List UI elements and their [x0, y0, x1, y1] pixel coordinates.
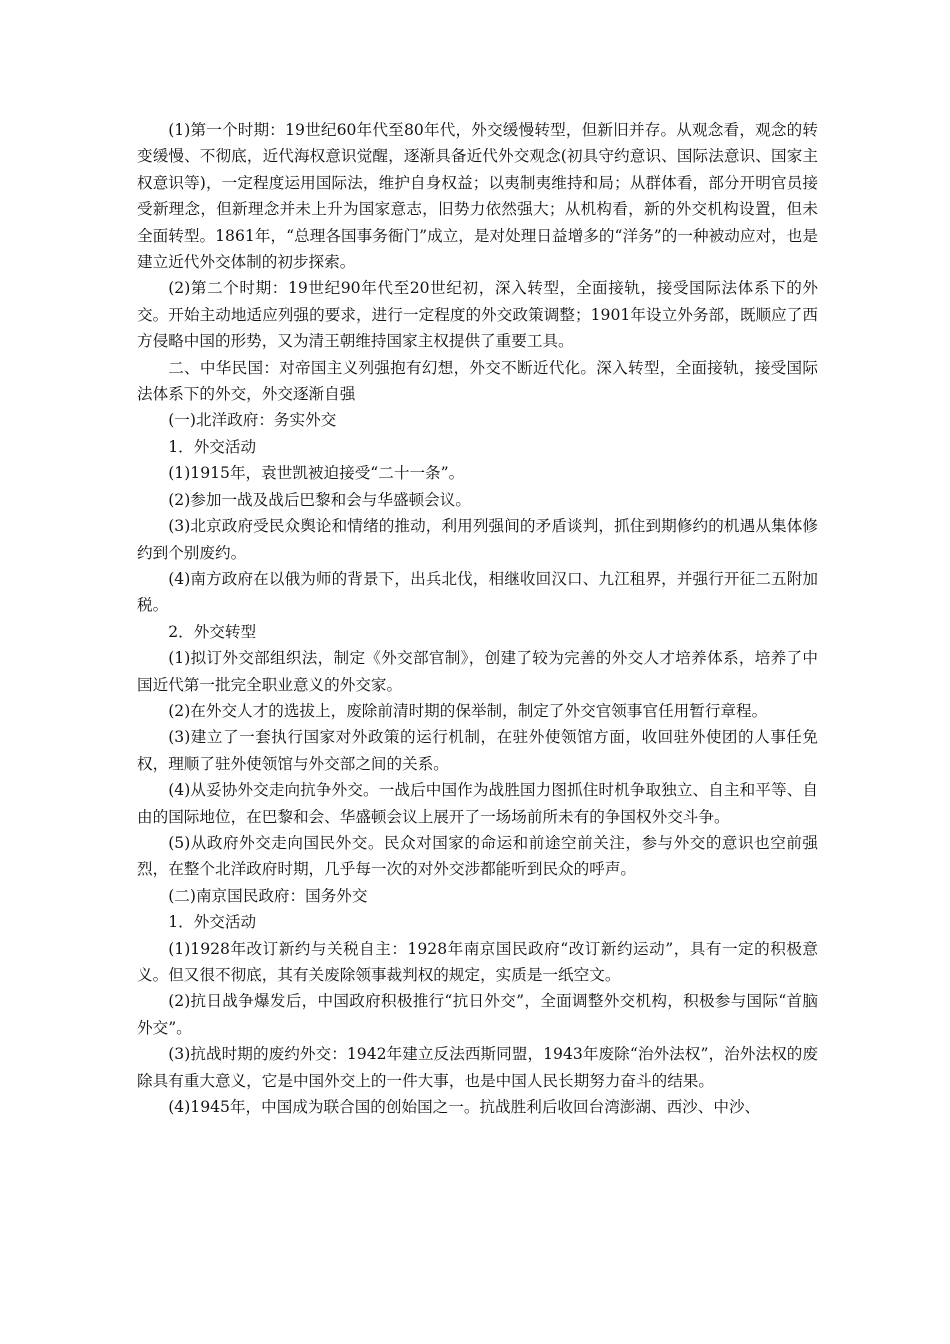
paragraph-item: (4)从妥协外交走向抗争外交。一战后中国作为战胜国力图抓住时机争取独立、自主和平等、自由的国际地位，在巴黎和会、华盛顿会议上展开了一场场前所未有的争国权外交斗争。	[137, 781, 818, 826]
paragraph-item: (4)南方政府在以俄为师的背景下，出兵北伐，相继收回汉口、九江租界，并强行开征二五附加税。	[137, 569, 818, 615]
paragraph-period-one: (1)第一个时期：19世纪60年代至80年代，外交缓慢转型，但新旧并存。从观念看，观念的转变缓慢、不彻底，近代海权意识觉醒，逐渐具备近代外交观念(初具守约意识、国际法意识、国家主权意识等)，一定程度运用国际法，维护自身权益；以夷制夷维持和局；从群体看，部分开明官员接受新理念，但新理念并未上升为国家意志，旧势力依然强大；从机构看，新的外交机构设置，但未全面转型。1861年，“总理各国事务衙门”成立，是对处理日益增多的“洋务”的一种被动应对，也是建立近代外交体制的初步探索。	[137, 121, 818, 272]
paragraph-item: (1)拟订外交部组织法，制定《外交部官制》，创建了较为完善的外交人才培养体系，培养了中国近代第一批完全职业意义的外交家。	[137, 649, 818, 694]
paragraph-item: (1)1928年改订新约与关税自主：1928年南京国民政府“改订新约运动”，具有一定的积极意义。但又很不彻底，其有关废除领事裁判权的规定，实质是一纸空文。	[137, 939, 818, 984]
paragraph-item: (4)1945年，中国成为联合国的创始国之一。抗战胜利后收回台湾澎湖、西沙、中沙、	[168, 1098, 761, 1117]
paragraph-item: (2)参加一战及战后巴黎和会与华盛顿会议。	[168, 490, 471, 509]
paragraph-item: (2)抗日战争爆发后，中国政府积极推行“抗日外交”，全面调整外交机构，积极参与国际“首脑外交”。	[137, 992, 818, 1037]
paragraph-item: (3)建立了一套执行国家对外政策的运行机制，在驻外使领馆方面，收回驻外使团的人事任免权，理顺了驻外使领馆与外交部之间的关系。	[137, 728, 818, 773]
subsection-heading-beiyang: (一)北洋政府：务实外交	[168, 411, 337, 430]
section-heading-republic: 二、中华民国：对帝国主义列强抱有幻想，外交不断近代化。深入转型，全面接轨，接受国际法体系下的外交，外交逐渐自强	[137, 358, 818, 404]
paragraph-item: (3)北京政府受民众舆论和情绪的推动，利用列强间的矛盾谈判，抓住到期修约的机遇从集体修约到个别废约。	[137, 517, 818, 562]
heading-diplomatic-activities: 1．外交活动	[168, 437, 257, 456]
paragraph-item: (3)抗战时期的废约外交：1942年建立反法西斯同盟，1943年废除“治外法权”，治外法权的废除具有重大意义，它是中国外交上的一件大事，也是中国人民长期努力奋斗的结果。	[137, 1045, 818, 1090]
document-body	[137, 117, 818, 1120]
paragraph-item: (1)1915年，袁世凯被迫接受“二十一条”。	[168, 464, 465, 483]
heading-diplomatic-transformation: 2．外交转型	[168, 622, 257, 641]
heading-diplomatic-activities: 1．外交活动	[168, 913, 257, 932]
paragraph-item: (5)从政府外交走向国民外交。民众对国家的命运和前途空前关注，参与外交的意识也空前强烈，在整个北洋政府时期，几乎每一次的对外交涉都能听到民众的呼声。	[137, 833, 818, 879]
paragraph-period-two: (2)第二个时期：19世纪90年代至20世纪初，深入转型，全面接轨，接受国际法体系下的外交。开始主动地适应列强的要求，进行一定程度的外交政策调整；1901年设立外务部，既顺应了西方侵略中国的形势，又为清王朝维持国家主权提供了重要工具。	[137, 279, 818, 351]
paragraph-item: (2)在外交人才的选拔上，废除前清时期的保举制，制定了外交官领事官任用暂行章程。	[168, 701, 768, 720]
subsection-heading-nanjing: (二)南京国民政府：国务外交	[168, 886, 368, 905]
